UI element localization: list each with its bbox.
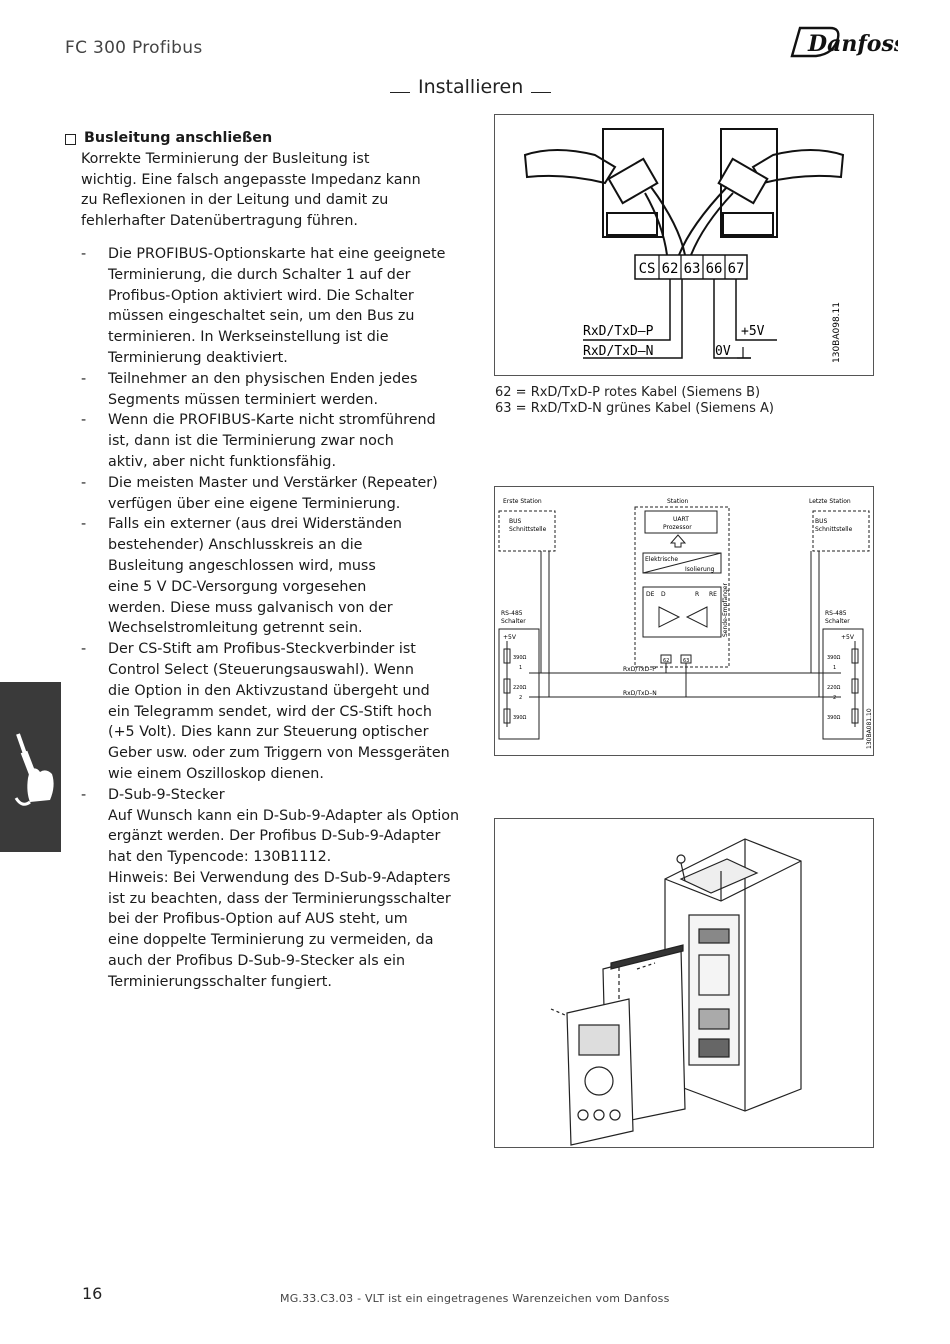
terminal-62-label: 62 — [661, 261, 679, 277]
rxd-n-label: RxD/TxD–N — [583, 344, 654, 359]
r390-right-bottom: 390Ω — [827, 715, 841, 721]
plus5v-label: +5V — [741, 324, 765, 339]
bullet-line: bestehender) Anschlusskreis an die — [108, 537, 363, 554]
content-column — [65, 128, 475, 993]
bullet-line: Auf Wunsch kann ein D-Sub-9-Adapter als Option — [108, 807, 460, 824]
terminal-66-label: 66 — [705, 261, 723, 277]
r220-right: 220Ω — [827, 685, 841, 691]
terminal-cs-label: CS — [638, 261, 656, 277]
zero-v-label: 0V — [715, 344, 731, 359]
bullet-line: ist zu beachten, dass der Terminierungsschalter — [108, 890, 451, 907]
de-label: DE — [646, 591, 655, 598]
bullet-line: eine 5 V DC-Versorgung vorgesehen — [108, 578, 367, 595]
bullet-segment-ends — [81, 369, 475, 411]
chapter-side-tab — [0, 682, 61, 852]
bullet-line: Segments müssen terminiert werden. — [108, 391, 378, 408]
transceiver-label: Sende-Empfänger — [722, 583, 729, 637]
pin63-label: 63 — [683, 658, 690, 664]
processor-label: Prozessor — [663, 524, 692, 531]
figure2-code: 130BA081.10 — [866, 708, 873, 749]
bullet-line: - Falls ein externer (aus drei Widerständen — [108, 516, 402, 533]
figure-drive-assembly — [494, 818, 874, 1148]
bullet-line: - Der CS-Stift am Profibus-Steckverbinder ist — [108, 641, 416, 658]
switch-label-left: Schalter — [501, 618, 526, 625]
bullet-line: Control Select (Steuerungsauswahl). Wenn — [108, 661, 414, 678]
bullet-line: Hinweis: Bei Verwendung des D-Sub-9-Adapters — [108, 869, 451, 886]
d-label: D — [661, 591, 666, 598]
isolation-label: Isolierung — [685, 566, 715, 573]
sw2-right: 2 — [833, 695, 837, 701]
bullet-list — [81, 244, 475, 993]
figure1-code: 130BA098.11 — [832, 301, 842, 363]
figure-bus-schematic — [494, 486, 874, 756]
sw2-left: 2 — [519, 695, 523, 701]
bullet-line: Terminierung, die durch Schalter 1 auf der — [108, 266, 411, 283]
station-label: Station — [667, 498, 689, 505]
bullet-line: eine doppelte Terminierung zu vermeiden, da — [108, 932, 434, 949]
brand-wordmark: Danfoss — [808, 31, 898, 57]
section-heading: Busleitung anschließen — [84, 130, 273, 146]
screwdriver-hand-icon — [0, 682, 61, 852]
bullet-line: Geber usw. oder zum Triggern von Messgeräten — [108, 745, 450, 762]
bullet-line: ein Telegramm sendet, wird der CS-Stift hoch — [108, 703, 432, 720]
bullet-line: hat den Typencode: 130B1112. — [108, 849, 332, 866]
intro-line: Korrekte Terminierung der Busleitung ist — [81, 150, 370, 167]
bullet-line: verfügen über eine eigene Terminierung. — [108, 495, 401, 512]
switch-label-right: Schalter — [825, 618, 850, 625]
title-dash-left — [390, 92, 410, 93]
bullet-line: - Teilnehmer an den physischen Enden jedes — [108, 370, 418, 387]
bullet-line: ergänzt werden. Der Profibus D-Sub-9-Adapter — [108, 828, 441, 845]
figure1-caption — [495, 385, 774, 417]
bullet-line: Profibus-Option aktiviert wird. Die Schalter — [108, 287, 414, 304]
bullet-master-repeater — [81, 473, 475, 515]
document-header-title: FC 300 Profibus — [65, 38, 203, 58]
r220-left: 220Ω — [513, 685, 527, 691]
r390-left-bottom: 390Ω — [513, 715, 527, 721]
bullet-line: terminieren. In Werkseinstellung ist die — [108, 329, 389, 346]
intro-line: wichtig. Eine falsch angepasste Impedanz kann — [81, 171, 421, 188]
interface-label-left: Schnittstelle — [509, 526, 547, 533]
bullet-termination-switch — [81, 244, 475, 369]
bullet-line: (+5 Volt). Dies kann zur Steuerung optischer — [108, 724, 429, 741]
rxd-p-label: RxD/TxD–P — [583, 324, 654, 339]
bullet-line: - Die meisten Master und Verstärker (Repeater) — [108, 474, 438, 491]
re-label: RE — [709, 591, 717, 598]
bullet-line: Terminierung deaktiviert. — [108, 349, 288, 366]
pin62-label: 62 — [663, 658, 670, 664]
caption-line-63: 63 = RxD/TxD-N grünes Kabel (Siemens A) — [495, 401, 774, 416]
bullet-line: - D-Sub-9-Stecker — [108, 786, 225, 803]
bullet-external-circuit — [81, 514, 475, 639]
last-station-label: Letzte Station — [809, 498, 851, 505]
bullet-line: Busleitung angeschlossen wird, muss — [108, 557, 376, 574]
bullet-line: - Wenn die PROFIBUS-Karte nicht stromführend — [108, 412, 436, 429]
first-station-label: Erste Station — [503, 498, 542, 505]
footer-text: MG.33.C3.03 - VLT ist ein eingetragenes Warenzeichen vom Danfoss — [280, 1292, 670, 1305]
r-label: R — [695, 591, 700, 598]
terminal-63-label: 63 — [683, 261, 701, 277]
rs485-label-left: RS-485 — [501, 610, 523, 617]
bullet-line: werden. Diese muss galvanisch von der — [108, 599, 393, 616]
section-title-text: Installieren — [418, 76, 524, 98]
bullet-line: ist, dann ist die Terminierung zwar noch — [108, 433, 394, 450]
bullet-unpowered-card — [81, 410, 475, 472]
caption-line-62: 62 = RxD/TxD-P rotes Kabel (Siemens B) — [495, 385, 761, 400]
figure-terminal-wiring — [494, 114, 874, 376]
bus-line-p-label: RxD/TxD–P — [623, 666, 656, 673]
bullet-line: bei der Profibus-Option auf AUS steht, um — [108, 911, 408, 928]
section-heading-row — [65, 128, 475, 149]
plus5v-right: +5V — [841, 634, 854, 641]
uart-label: UART — [673, 516, 689, 523]
ground-icon — [737, 347, 751, 358]
bullet-line: auch der Profibus D-Sub-9-Stecker als ein — [108, 953, 406, 970]
terminal-67-label: 67 — [727, 261, 745, 277]
page-number: 16 — [82, 1284, 103, 1303]
electrical-label: Elektrische — [645, 556, 679, 563]
bullet-line: aktiv, aber nicht funktionsfähig. — [108, 453, 337, 470]
bullet-line: müssen eingeschaltet sein, um den Bus zu — [108, 308, 415, 325]
intro-line: fehlerhafter Datenübertragung führen. — [81, 213, 358, 230]
r390-right-top: 390Ω — [827, 655, 841, 661]
interface-label-right: Schnittstelle — [815, 526, 853, 533]
section-title — [390, 76, 551, 98]
bus-line-n-label: RxD/TxD–N — [623, 690, 657, 697]
rs485-label-right: RS-485 — [825, 610, 847, 617]
intro-line: zu Reflexionen in der Leitung und damit zu — [81, 192, 389, 209]
bullet-cs-pin — [81, 639, 475, 785]
bullet-line: Wechselstromleitung getrennt sein. — [108, 620, 363, 637]
checkbox-bullet-icon — [65, 134, 76, 145]
bullet-line: wie einem Oszilloskop dienen. — [108, 765, 324, 782]
bullet-line: die Option in den Aktivzustand übergeht und — [108, 682, 430, 699]
bus-label-left: BUS — [509, 518, 522, 525]
bullet-line: Terminierungsschalter fungiert. — [108, 973, 332, 990]
bullet-dsub9 — [81, 785, 475, 993]
r390-left-top: 390Ω — [513, 655, 527, 661]
danfoss-logo — [786, 18, 898, 62]
bullet-line: - Die PROFIBUS-Optionskarte hat eine geeignete — [108, 245, 446, 262]
sw1-right: 1 — [833, 665, 837, 671]
bus-label-right: BUS — [815, 518, 828, 525]
sw1-left: 1 — [519, 665, 523, 671]
intro-paragraph — [81, 149, 475, 232]
title-dash-right — [531, 92, 551, 93]
plus5v-left: +5V — [503, 634, 516, 641]
